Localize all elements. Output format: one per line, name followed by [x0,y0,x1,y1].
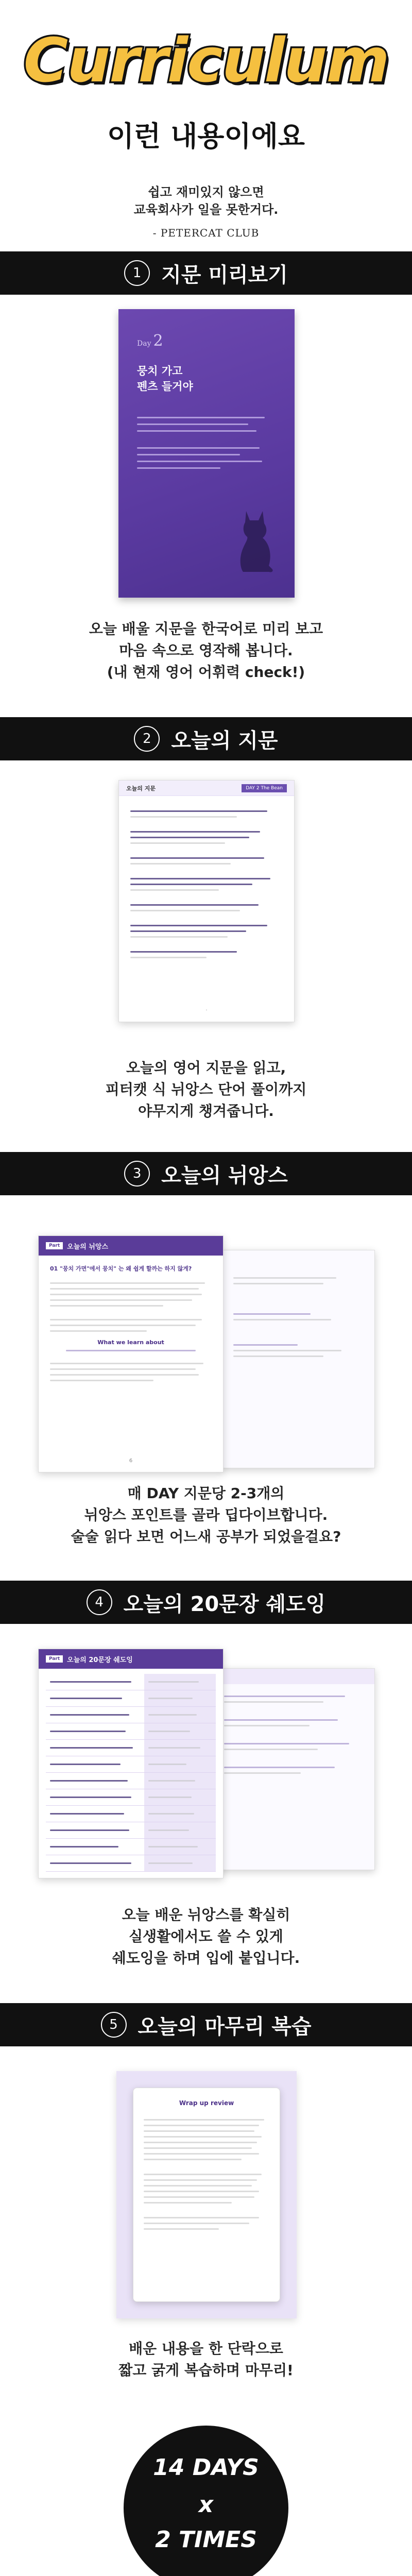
hero-desc-line: 쉽고 재미있지 않으면 [148,185,264,199]
nuance-point: 01 "뭉치 가면"에서 뭉치" 는 왜 쉽게 할까는 하지 않게? [50,1265,192,1272]
hero-signature: - PETERCAT CLUB [152,227,260,239]
shadowing-table [39,1669,223,1877]
table-row [46,1723,216,1740]
table-row [46,1855,216,1872]
table-row [46,1674,216,1690]
cover-text-block [137,447,276,469]
hero [0,0,412,289]
book-cover-preview [118,309,295,598]
section-title: 오늘의 지문 [171,728,278,753]
nuance-page-left [38,1235,224,1472]
table-row [46,1690,216,1707]
schedule-badge [124,2426,288,2576]
part-badge: Part [46,1655,63,1663]
hero-title: Curriculum [23,25,389,96]
section-number: 2 [134,726,160,752]
section-number: 3 [124,1161,150,1187]
table-row [46,1822,216,1839]
section-bar-5 [0,2003,412,2046]
schedule-times: 2 TIMES [155,2527,257,2553]
section-caption-1: 오늘 배울 지문을 한국어로 미리 보고 마음 속으로 영작해 봅니다. (내 현재 영어 어휘력 check!) [89,620,323,681]
passage-body [119,796,294,973]
passage-page: 오늘의 지문 DAY 2 The Bean · [118,780,295,1022]
cover-title: 뭉치 가고 펜츠 들거야 [137,365,193,393]
section-title: 오늘의 마무리 복습 [138,2014,312,2039]
section-number: 5 [101,2012,127,2038]
section-caption-4: 오늘 배운 뉘앙스를 확실히 실생활에서도 쓸 수 있게 쉐도잉을 하며 입에 붙입니다. [112,1906,300,1967]
table-row [46,1773,216,1789]
page-header-label: 오늘의 지문 [126,785,156,792]
hero-description [0,183,412,218]
section-title: 오늘의 20문장 쉐도잉 [123,1592,326,1616]
page-number: 6 [129,1458,133,1464]
schedule-times-sign: x [198,2492,214,2518]
nuance-subheading: What we learn about [97,1339,164,1346]
table-row [46,1839,216,1855]
section-bar-1 [0,251,412,295]
section-title: 오늘의 뉘앙스 [161,1163,288,1188]
section-caption-5: 배운 내용을 한 단락으로 짧고 굵게 복습하며 마무리! [118,2340,294,2379]
schedule-days: 14 DAYS [153,2454,259,2481]
table-row [46,1707,216,1723]
hero-subtitle: 이런 내용이에요 [107,120,305,152]
section-title: 지문 미리보기 [161,263,288,287]
cat-silhouette-icon [236,506,274,573]
section-number: 1 [124,260,150,286]
section-number: 4 [87,1589,112,1615]
shadowing-page-right [215,1668,375,1870]
section-bar-2 [0,717,412,760]
table-row [46,1740,216,1756]
review-page [133,2088,280,2302]
table-row [46,1806,216,1822]
part-badge: Part [46,1242,63,1249]
section-caption-3: 매 DAY 지문당 2-3개의 뉘앙스 포인트를 골라 딥다이브합니다. 술술 읽다 보면 어느새 공부가 되었을걸요? [71,1485,341,1545]
page-header-title: 오늘의 20문장 쉐도잉 [67,1656,133,1664]
section-caption-2: 오늘의 영어 지문을 읽고, 피터캣 식 뉘앙스 단어 풀이까지 야무지게 챙겨줍니다. [105,1059,307,1120]
review-heading: Wrap up review [179,2099,234,2107]
nuance-page-right [220,1250,375,1468]
shadowing-page-left [38,1649,224,1878]
hero-desc-line: 교육회사가 일을 못한거다. [133,202,279,217]
review-page-frame [116,2071,297,2318]
table-row [46,1756,216,1773]
cover-day: Day 2 [137,332,163,350]
section-bar-3 [0,1152,412,1195]
cover-text-block [137,417,276,432]
page-header-tag: DAY 2 The Bean [242,784,287,792]
page-header-title: 오늘의 뉘앙스 [67,1243,109,1251]
table-row [46,1789,216,1806]
section-bar-4 [0,1581,412,1624]
